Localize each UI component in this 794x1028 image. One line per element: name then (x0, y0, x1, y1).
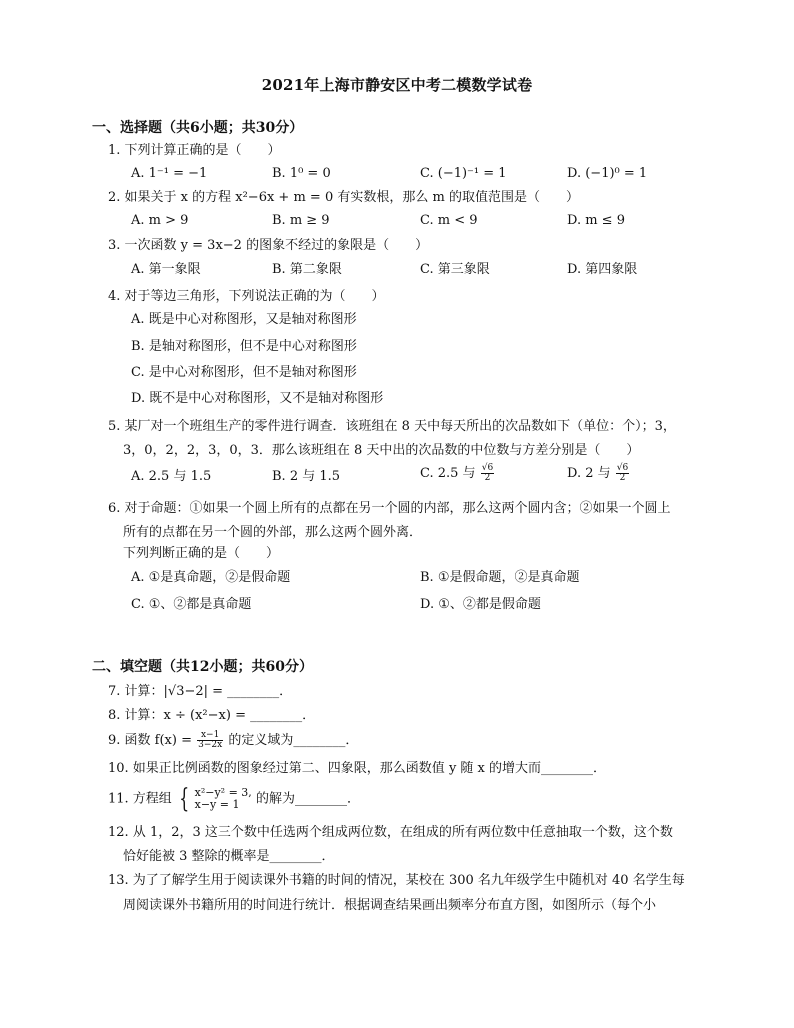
question-9-fraction (197, 731, 223, 750)
fraction-numerator: √6 (481, 463, 494, 473)
exam-title: 2021年上海市静安区中考二模数学试卷 (261, 76, 533, 94)
fraction-numerator: √6 (616, 463, 629, 473)
question-1-option-b: B. 1⁰ = 0 (272, 166, 331, 181)
question-3-option-d: D. 第四象限 (567, 262, 638, 277)
question-11-equation-system (195, 787, 252, 811)
question-9 (108, 731, 358, 750)
question-8: 8. 计算：x ÷ (x²−x) = ________． (108, 708, 316, 723)
question-12-line-2: 恰好能被 3 整除的概率是________． (123, 849, 335, 864)
question-4-stem: 4. 对于等边三角形，下列说法正确的为（ ） (108, 289, 385, 304)
question-5-option-c-fraction (481, 464, 494, 483)
question-4-option-c: C. 是中心对称图形，但不是轴对称图形 (131, 365, 357, 380)
question-11 (108, 786, 360, 812)
question-1-option-a: A. 1⁻¹ = −1 (131, 166, 208, 181)
question-2-stem: 2. 如果关于 x 的方程 x²−6x + m = 0 有实数根，那么 m 的取值范围是（ ） (108, 190, 579, 205)
fraction-denominator: 2 (619, 473, 626, 483)
question-6-option-c: C. ①、②都是真命题 (131, 597, 252, 612)
question-3-stem: 3. 一次函数 y = 3x−2 的图象不经过的象限是（ ） (108, 238, 429, 253)
question-3-option-b: B. 第二象限 (272, 262, 342, 277)
question-6-stem-line-1: 6. 对于命题：①如果一个圆上所有的点都在另一个圆的内部，那么这两个圆内含；②如果一个圆上 (108, 501, 671, 516)
question-1-option-d: D. (−1)⁰ = 1 (567, 166, 648, 181)
question-3-option-a: A. 第一象限 (131, 262, 201, 277)
question-1-stem: 1. 下列计算正确的是（ ） (108, 143, 281, 158)
question-5-option-d-fraction (616, 464, 629, 483)
section-fill-heading: 二、填空题（共12小题；共60分） (92, 659, 313, 675)
question-9-prefix: 9. 函数 f(x) = (108, 733, 192, 748)
question-4-option-a: A. 既是中心对称图形，又是轴对称图形 (131, 312, 357, 327)
question-13-line-1: 13. 为了了解学生用于阅读课外书籍的时间的情况，某校在 300 名九年级学生中随机对 40 名学生每 (108, 873, 685, 888)
question-4-option-d: D. 既不是中心对称图形，又不是轴对称图形 (131, 391, 384, 406)
question-7: 7. 计算：|√3−2| = ________． (108, 684, 293, 699)
question-5-option-d (567, 464, 630, 483)
question-6-option-b: B. ①是假命题，②是真命题 (420, 570, 580, 585)
question-5-option-d-prefix: D. 2 与 (567, 466, 611, 481)
question-10: 10. 如果正比例函数的图象经过第二、四象限，那么函数值 y 随 x 的增大而________． (108, 761, 607, 776)
fraction-numerator: x−1 (197, 731, 223, 741)
question-3-option-c: C. 第三象限 (420, 262, 490, 277)
question-1-option-c: C. (−1)⁻¹ = 1 (420, 166, 507, 181)
question-11-prefix: 11. 方程组 (108, 791, 172, 807)
question-6-option-a: A. ①是真命题，②是假命题 (131, 570, 291, 585)
question-2-option-b: B. m ≥ 9 (272, 213, 330, 228)
question-6-option-d: D. ①、②都是假命题 (420, 597, 541, 612)
question-5-option-c-prefix: C. 2.5 与 (420, 466, 476, 481)
section-choice-heading: 一、选择题（共6小题；共30分） (92, 120, 304, 136)
question-5-stem-line-2: 3，0，2，2，3，0，3．那么该班组在 8 天中出的次品数的中位数与方差分别是（ ） (123, 443, 640, 458)
left-brace-icon: { (179, 784, 190, 814)
question-5-option-b: B. 2 与 1.5 (272, 469, 341, 484)
question-13-line-2: 周阅读课外书籍所用的时间进行统计．根据调查结果画出频率分布直方图，如图所示（每个小 (123, 898, 657, 913)
question-5-option-a: A. 2.5 与 1.5 (131, 469, 212, 484)
question-12-line-1: 12. 从 1，2，3 这三个数中任选两个组成两位数，在组成的所有两位数中任意抽取一个数，这个数 (108, 825, 673, 840)
equation-2: x−y = 1 (194, 798, 240, 811)
equation-1: x²−y² = 3, (194, 786, 252, 799)
question-9-suffix: 的定义域为________． (228, 733, 359, 748)
question-5-option-c (420, 464, 495, 483)
question-2-option-c: C. m < 9 (420, 213, 478, 228)
fraction-denominator: 3−2x (198, 740, 223, 750)
question-6-stem-line-3: 下列判断正确的是（ ） (123, 546, 280, 561)
question-2-option-a: A. m > 9 (131, 213, 189, 228)
question-5-stem-line-1: 5. 某厂对一个班组生产的零件进行调查．该班组在 8 天中每天所出的次品数如下（单位：个）；3， (108, 419, 676, 434)
question-2-option-d: D. m ≤ 9 (567, 213, 625, 228)
question-11-suffix: 的解为________． (255, 791, 360, 807)
fraction-denominator: 2 (484, 473, 491, 483)
question-6-stem-line-2: 所有的点都在另一个圆的外部，那么这两个圆外离． (123, 525, 423, 540)
question-4-option-b: B. 是轴对称图形，但不是中心对称图形 (131, 339, 357, 354)
